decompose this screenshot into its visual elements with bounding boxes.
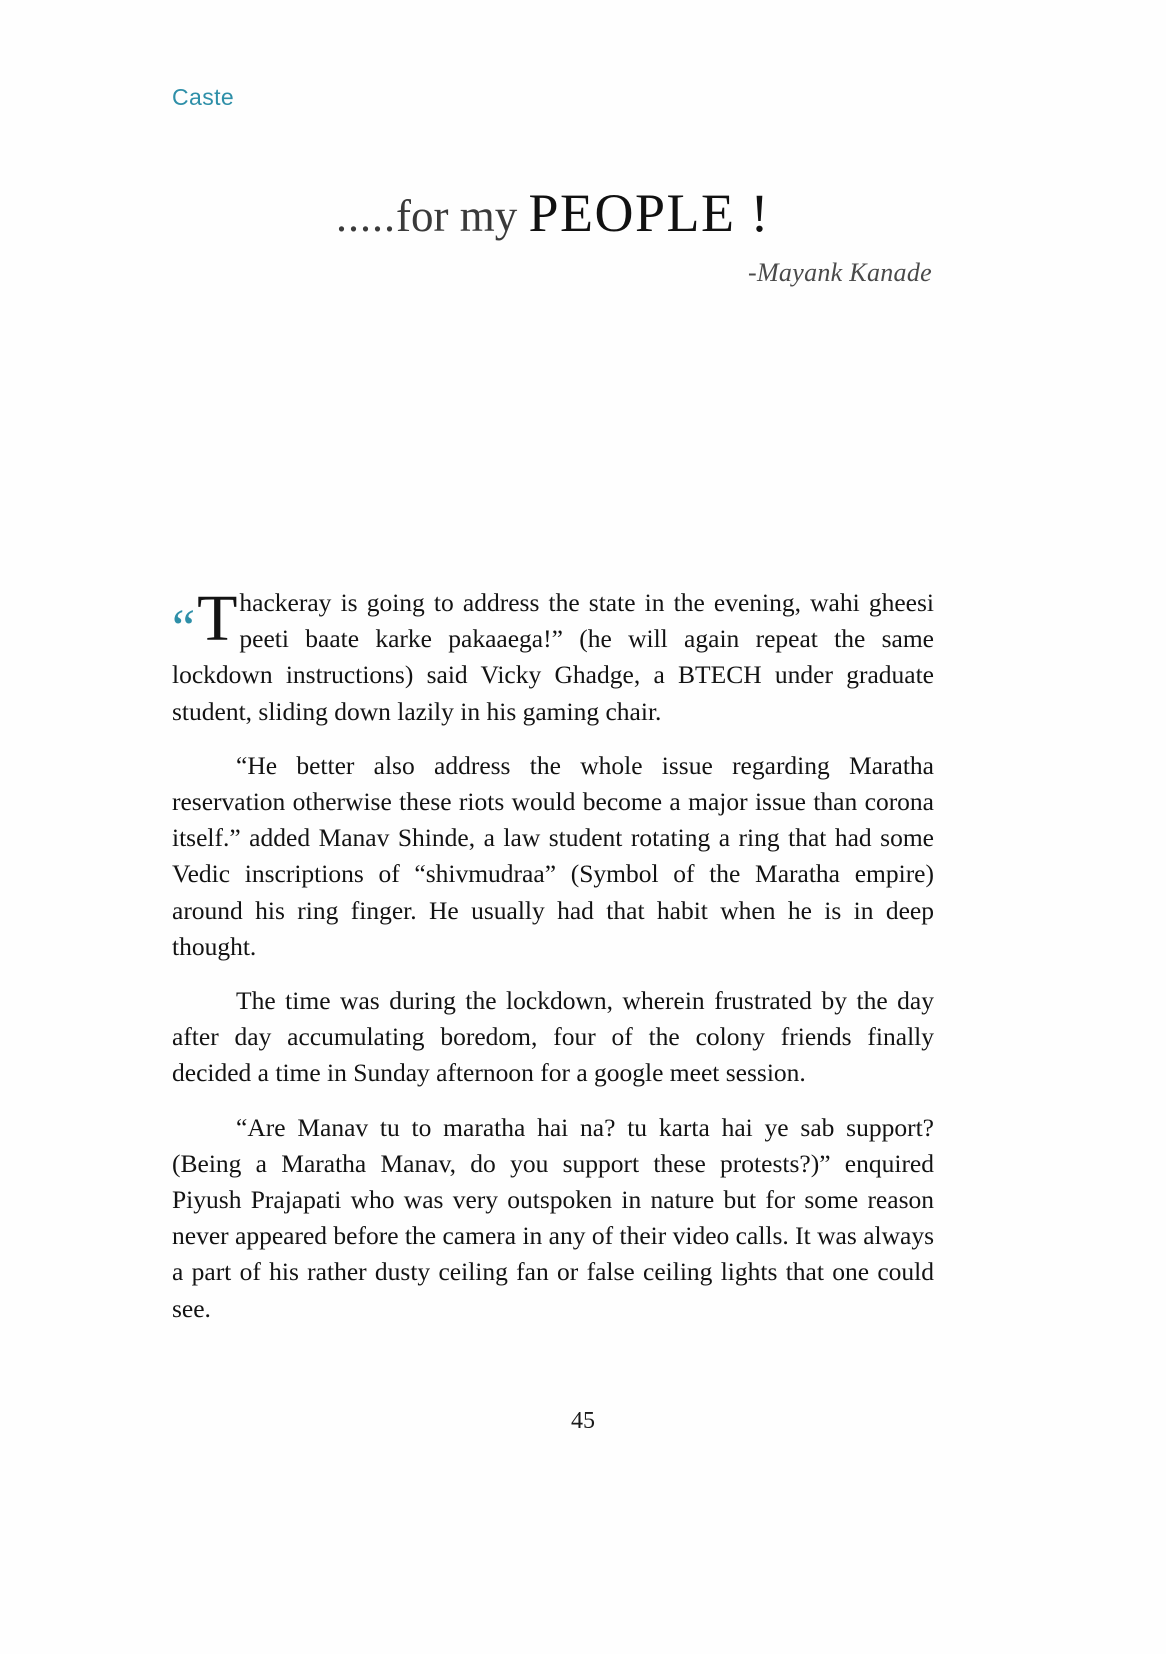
title-block xyxy=(172,185,934,288)
drop-cap: T xyxy=(197,582,238,655)
paragraph-1 xyxy=(172,582,934,730)
page-number: 45 xyxy=(571,1408,595,1434)
author-byline: -Mayank Kanade xyxy=(748,257,932,287)
title-big-part: PEOPLE ! xyxy=(528,183,770,243)
drop-quote-mark: “ xyxy=(172,600,196,657)
title-leading-dots: ..... xyxy=(336,192,396,241)
paragraph-1-text: hackeray is going to address the state in the evening, wahi gheesi peeti baate karke pakaaega!” (he will again repeat the same lockdown instructions) said Vicky Ghadge, a BTECH under graduate student, sliding down lazily in his gaming chair. xyxy=(172,588,934,726)
paragraph-3: The time was during the lockdown, wherein frustrated by the day after day accumulating boredom, four of the colony friends finally decided a time in Sunday afternoon for a google meet session. xyxy=(172,986,934,1088)
title-small-part: for my xyxy=(396,191,529,241)
running-head: Caste xyxy=(172,84,235,110)
body-text xyxy=(172,582,934,1331)
page-title xyxy=(172,185,934,242)
paragraph-4: “Are Manav tu to maratha hai na? tu karta hai ye sab support?(Being a Maratha Manav, do you support these protests?)” enquired Piyush Prajapati who was very outspoken in nature but for some reason never appeared before the camera in any of their video calls. It was always a part of his rather dusty ceiling fan or false ceiling lights that one could see. xyxy=(172,1112,934,1323)
paragraph-2: “He better also address the whole issue regarding Maratha reservation otherwise these riots would become a major issue than corona itself.” added Manav Shinde, a law student rotating a ring that had some Vedic inscriptions of “shivmudraa” (Symbol of the Maratha empire) around his ring finger. He usually had that habit when he is in deep thought. xyxy=(172,750,934,961)
